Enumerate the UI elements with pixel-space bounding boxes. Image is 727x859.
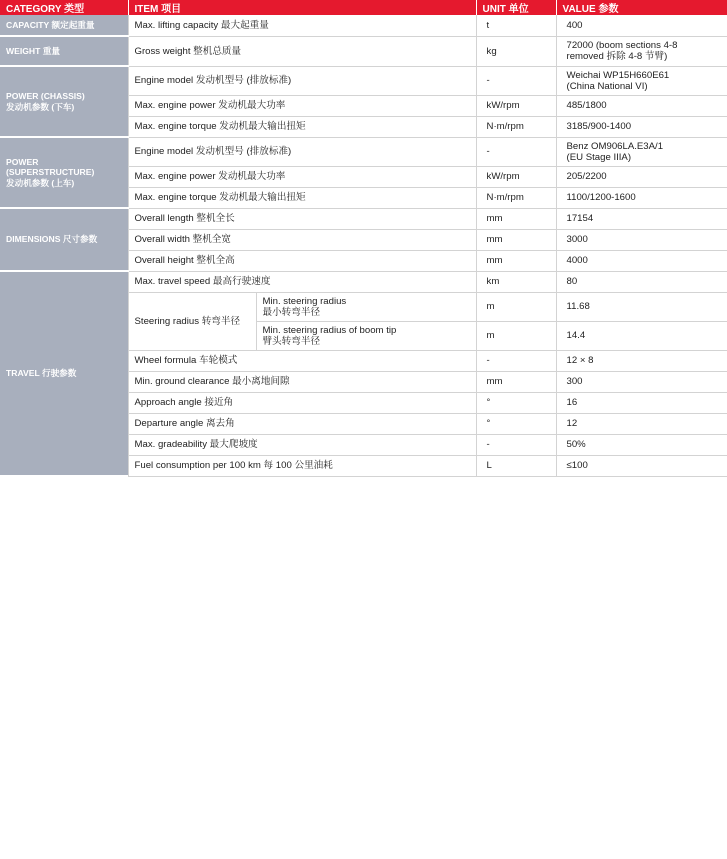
item-cell: Departure angle 离去角 bbox=[128, 413, 476, 434]
item-cell: Max. travel speed 最高行驶速度 bbox=[128, 271, 476, 292]
item-cell: Engine model 发动机型号 (排放标准) bbox=[128, 137, 476, 166]
value-line: Weichai WP15H660E61 bbox=[566, 69, 670, 81]
value-cell: 12 × 8 bbox=[556, 350, 727, 371]
unit-cell: km bbox=[476, 271, 556, 292]
value-line: (EU Stage IIIA) bbox=[566, 151, 632, 163]
category-line: 发动机参数 (上车) bbox=[6, 177, 75, 188]
unit-cell: mm bbox=[476, 229, 556, 250]
unit-cell: - bbox=[476, 137, 556, 166]
item-cell: Max. engine power 发动机最大功率 bbox=[128, 95, 476, 116]
item-cell: Max. engine torque 发动机最大输出扭矩 bbox=[128, 116, 476, 137]
unit-cell: L bbox=[476, 455, 556, 476]
category-power-superstructure bbox=[0, 137, 128, 208]
item-cell: Engine model 发动机型号 (排放标准) bbox=[128, 66, 476, 95]
value-cell: 17154 bbox=[556, 208, 727, 229]
sub-item-line: 臂头转弯半径 bbox=[262, 335, 321, 347]
value-cell: 50% bbox=[556, 434, 727, 455]
value-cell bbox=[556, 36, 727, 66]
unit-cell: kW/rpm bbox=[476, 166, 556, 187]
header-item: ITEM 项目 bbox=[128, 0, 476, 15]
category-line: (SUPERSTRUCTURE) bbox=[6, 167, 95, 178]
sub-item-cell bbox=[256, 321, 476, 350]
item-cell: Gross weight 整机总质量 bbox=[128, 36, 476, 66]
header-category: CATEGORY 类型 bbox=[0, 0, 128, 15]
value-cell: 16 bbox=[556, 392, 727, 413]
value-cell: 300 bbox=[556, 371, 727, 392]
unit-cell: t bbox=[476, 15, 556, 36]
value-cell: 3000 bbox=[556, 229, 727, 250]
value-cell: 400 bbox=[556, 15, 727, 36]
value-line: Benz OM906LA.E3A/1 bbox=[566, 140, 664, 152]
value-line: (China National VI) bbox=[566, 80, 648, 92]
unit-cell: kW/rpm bbox=[476, 95, 556, 116]
steering-radius-label: Steering radius 转弯半径 bbox=[128, 292, 256, 350]
category-weight: WEIGHT 重量 bbox=[0, 36, 128, 66]
value-cell: 11.68 bbox=[556, 292, 727, 321]
unit-cell: - bbox=[476, 434, 556, 455]
unit-cell: - bbox=[476, 66, 556, 95]
header-unit: UNIT 单位 bbox=[476, 0, 556, 15]
unit-cell: m bbox=[476, 321, 556, 350]
value-cell: 3185/900-1400 bbox=[556, 116, 727, 137]
value-cell: 1100/1200-1600 bbox=[556, 187, 727, 208]
header-row bbox=[0, 0, 727, 15]
sub-item-line: Min. steering radius bbox=[262, 295, 347, 307]
item-cell: Max. engine power 发动机最大功率 bbox=[128, 166, 476, 187]
category-travel: TRAVEL 行驶参数 bbox=[0, 271, 128, 476]
sub-item-line: 最小转弯半径 bbox=[262, 306, 321, 318]
table-row bbox=[0, 137, 727, 166]
unit-cell: kg bbox=[476, 36, 556, 66]
category-dimensions: DIMENSIONS 尺寸参数 bbox=[0, 208, 128, 271]
category-power-chassis bbox=[0, 66, 128, 137]
value-cell: 80 bbox=[556, 271, 727, 292]
unit-cell: N·m/rpm bbox=[476, 187, 556, 208]
item-cell: Fuel consumption per 100 km 每 100 公里油耗 bbox=[128, 455, 476, 476]
category-line: POWER bbox=[6, 156, 39, 167]
sub-item-cell bbox=[256, 292, 476, 321]
item-cell: Approach angle 接近角 bbox=[128, 392, 476, 413]
table-row bbox=[0, 36, 727, 66]
table-row bbox=[0, 66, 727, 95]
unit-cell: ° bbox=[476, 392, 556, 413]
category-line: 发动机参数 (下车) bbox=[6, 101, 75, 112]
unit-cell: mm bbox=[476, 208, 556, 229]
table-row bbox=[0, 271, 727, 292]
item-cell: Overall length 整机全长 bbox=[128, 208, 476, 229]
item-cell: Overall height 整机全高 bbox=[128, 250, 476, 271]
unit-cell: mm bbox=[476, 371, 556, 392]
header-value: VALUE 参数 bbox=[556, 0, 727, 15]
value-cell bbox=[556, 66, 727, 95]
item-cell: Max. gradeability 最大爬坡度 bbox=[128, 434, 476, 455]
unit-cell: ° bbox=[476, 413, 556, 434]
value-cell bbox=[556, 137, 727, 166]
value-line: removed 拆除 4-8 节臂) bbox=[566, 51, 668, 62]
category-line: POWER (CHASSIS) bbox=[6, 91, 85, 101]
value-cell: ≤100 bbox=[556, 455, 727, 476]
unit-cell: mm bbox=[476, 250, 556, 271]
item-cell: Wheel formula 车轮模式 bbox=[128, 350, 476, 371]
item-cell: Overall width 整机全宽 bbox=[128, 229, 476, 250]
unit-cell: N·m/rpm bbox=[476, 116, 556, 137]
value-cell: 14.4 bbox=[556, 321, 727, 350]
value-cell: 12 bbox=[556, 413, 727, 434]
sub-item-line: Min. steering radius of boom tip bbox=[262, 324, 397, 336]
unit-cell: - bbox=[476, 350, 556, 371]
value-cell: 205/2200 bbox=[556, 166, 727, 187]
item-cell: Min. ground clearance 最小离地间隙 bbox=[128, 371, 476, 392]
table-row bbox=[0, 208, 727, 229]
table-row bbox=[0, 15, 727, 36]
category-capacity: CAPACITY 额定起重量 bbox=[0, 15, 128, 36]
item-cell: Max. engine torque 发动机最大输出扭矩 bbox=[128, 187, 476, 208]
value-line: 72000 (boom sections 4-8 bbox=[566, 40, 678, 51]
unit-cell: m bbox=[476, 292, 556, 321]
value-cell: 4000 bbox=[556, 250, 727, 271]
value-cell: 485/1800 bbox=[556, 95, 727, 116]
item-cell: Max. lifting capacity 最大起重量 bbox=[128, 15, 476, 36]
